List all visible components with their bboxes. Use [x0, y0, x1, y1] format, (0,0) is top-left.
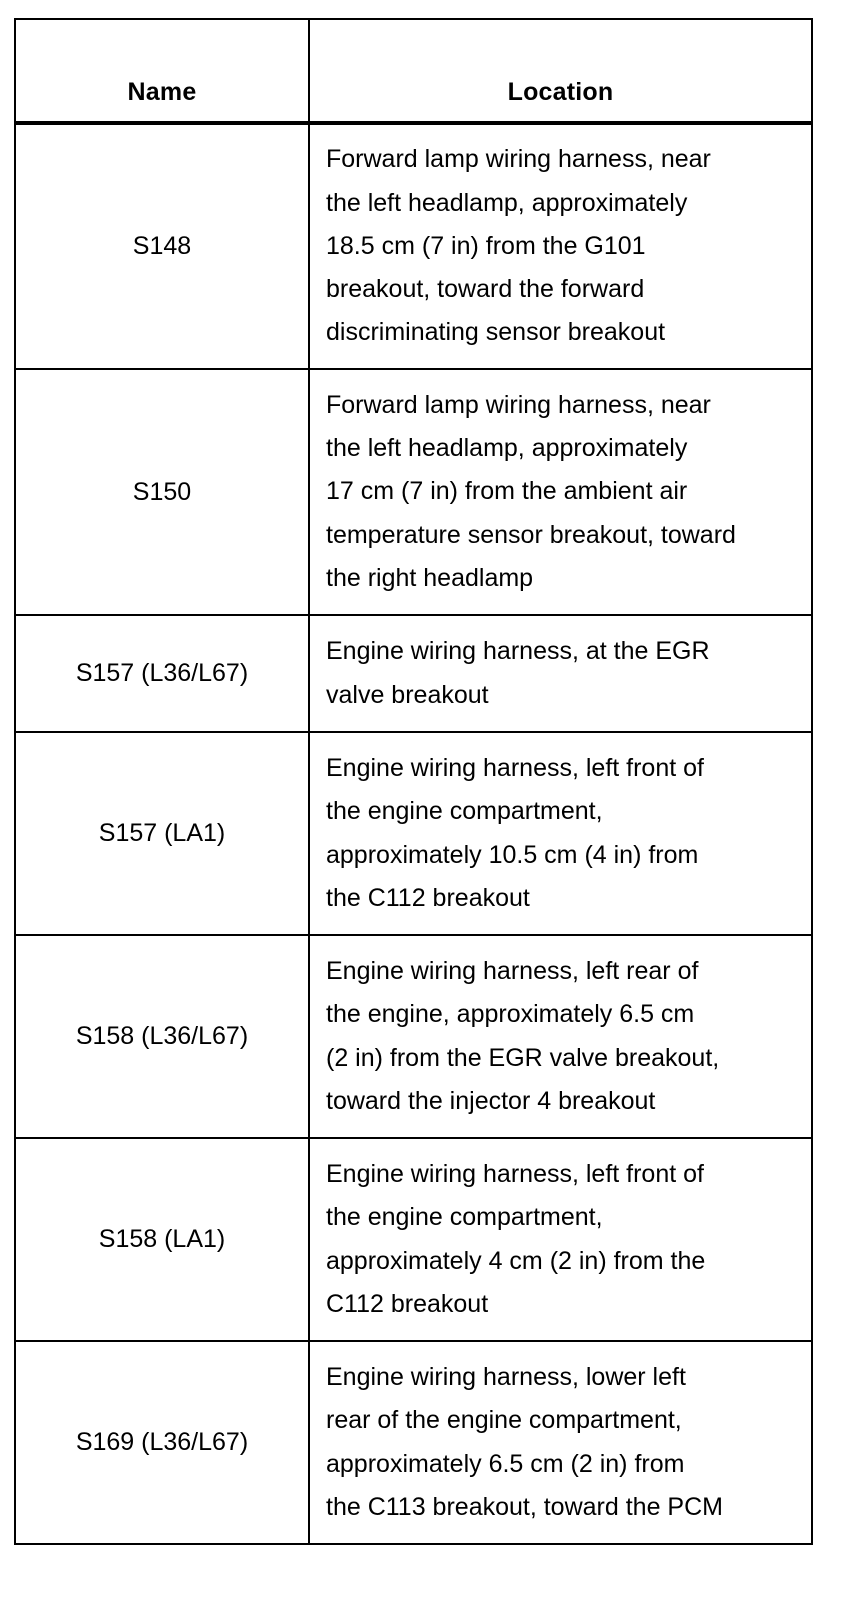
location-text-line: approximately 10.5 cm (4 in) from: [326, 840, 699, 869]
column-header-location: Location: [309, 19, 812, 123]
location-text-line: the engine compartment,: [326, 797, 603, 826]
location-text-line: the left headlamp, approximately: [326, 188, 688, 217]
splice-name-cell: S148: [15, 123, 309, 369]
table-row: [15, 1138, 812, 1341]
table-row: [15, 615, 812, 732]
splice-location-cell: [309, 1341, 812, 1544]
splice-name-cell: S169 (L36/L67): [15, 1341, 309, 1544]
location-text-line: the right headlamp: [326, 563, 534, 592]
location-text-line: 17 cm (7 in) from the ambient air: [326, 477, 688, 506]
location-text-line: temperature sensor breakout, toward: [326, 520, 736, 549]
splice-name-cell: S150: [15, 369, 309, 615]
splice-location-cell: [309, 123, 812, 369]
location-text-line: breakout, toward the forward: [326, 275, 645, 304]
location-text-line: the engine, approximately 6.5 cm: [326, 1000, 695, 1029]
table-row: [15, 732, 812, 935]
location-text-line: Engine wiring harness, left front of: [326, 1159, 704, 1188]
splice-location-table: [14, 18, 813, 1545]
splice-location-cell: [309, 732, 812, 935]
table-row: [15, 935, 812, 1138]
column-header-name: Name: [15, 19, 309, 123]
splice-name-cell: S157 (L36/L67): [15, 615, 309, 732]
location-text-line: Engine wiring harness, lower left: [326, 1362, 686, 1391]
location-text-line: C112 breakout: [326, 1289, 489, 1318]
location-text-line: Forward lamp wiring harness, near: [326, 145, 711, 174]
table-row: [15, 1341, 812, 1544]
splice-location-cell: [309, 935, 812, 1138]
location-text-line: Engine wiring harness, at the EGR: [326, 637, 710, 666]
location-text-line: discriminating sensor breakout: [326, 318, 666, 347]
location-text-line: Forward lamp wiring harness, near: [326, 390, 711, 419]
splice-name-cell: S157 (LA1): [15, 732, 309, 935]
location-text-line: Engine wiring harness, left front of: [326, 753, 704, 782]
location-text-line: the C113 breakout, toward the PCM: [326, 1492, 723, 1521]
splice-location-cell: [309, 369, 812, 615]
location-text-line: rear of the engine compartment,: [326, 1406, 682, 1435]
location-text-line: 18.5 cm (7 in) from the G101: [326, 231, 646, 260]
table-row: [15, 123, 812, 369]
splice-name-cell: S158 (L36/L67): [15, 935, 309, 1138]
table-row: [15, 369, 812, 615]
splice-location-cell: [309, 1138, 812, 1341]
location-text-line: the engine compartment,: [326, 1203, 603, 1232]
location-text-line: the left headlamp, approximately: [326, 434, 688, 463]
location-text-line: Engine wiring harness, left rear of: [326, 956, 699, 985]
splice-location-cell: [309, 615, 812, 732]
location-text-line: the C112 breakout: [326, 883, 530, 912]
location-text-line: approximately 4 cm (2 in) from the: [326, 1246, 706, 1275]
location-text-line: toward the injector 4 breakout: [326, 1086, 656, 1115]
location-text-line: (2 in) from the EGR valve breakout,: [326, 1043, 720, 1072]
location-text-line: approximately 6.5 cm (2 in) from: [326, 1449, 685, 1478]
table-header-row: [15, 19, 812, 123]
splice-name-cell: S158 (LA1): [15, 1138, 309, 1341]
location-text-line: valve breakout: [326, 680, 489, 709]
